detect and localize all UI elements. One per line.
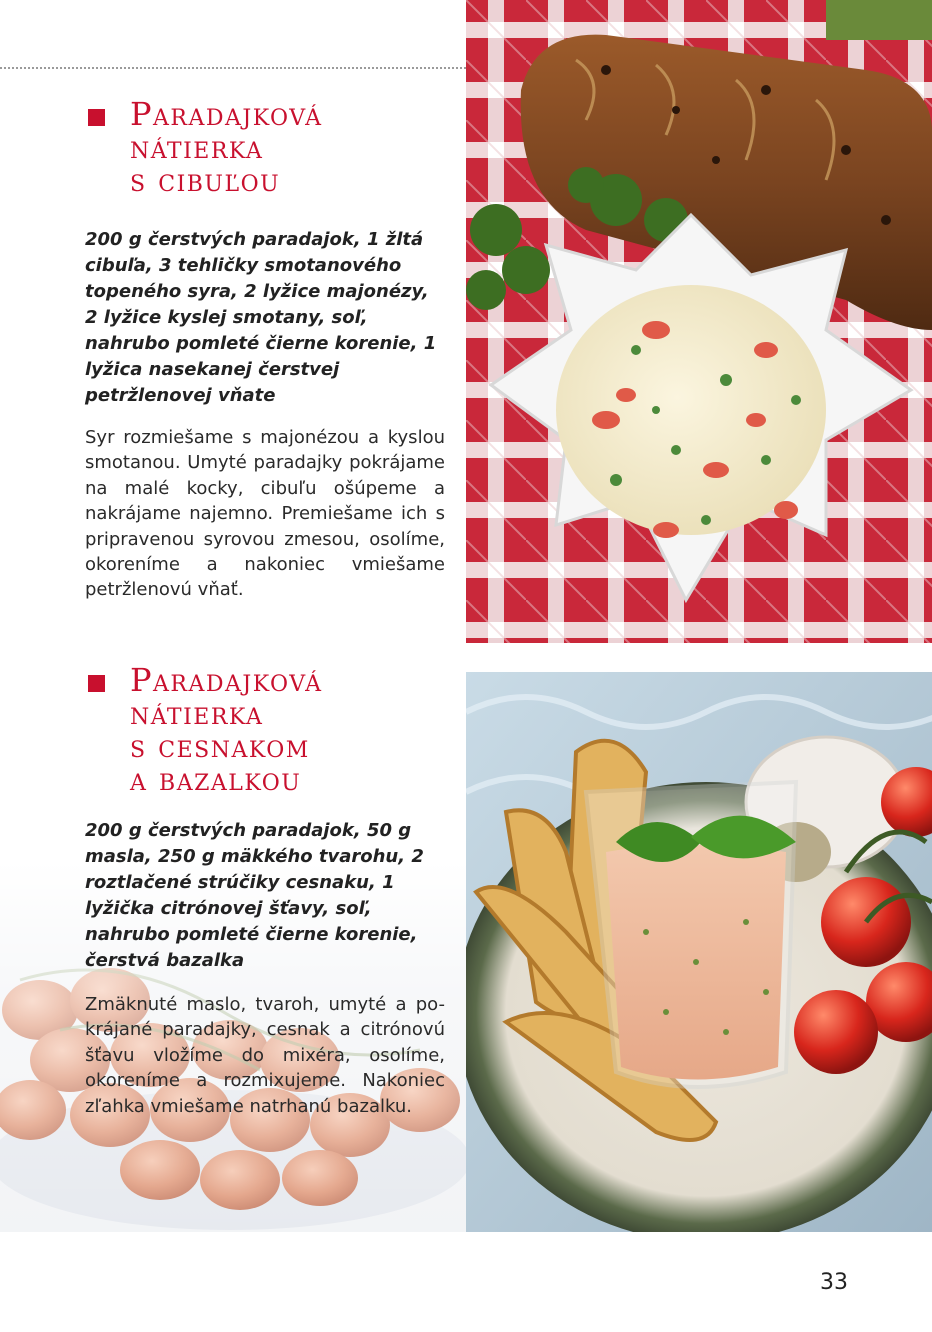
dotted-divider	[0, 67, 466, 69]
photo-garlic-basil-spread	[466, 672, 932, 1232]
title-line: Paradajková	[130, 95, 323, 133]
recipe-1-heading	[88, 95, 323, 199]
title-line: nátierka	[130, 128, 264, 166]
title-line: a bazalkou	[130, 760, 302, 798]
recipe-1-ingredients: 200 g čerstvých paradajok, 1 žltá cibuľa, 3 tehličky smotanového topeného syra, 2 lyžice majonézy, 2 lyžice kyslej smotany, soľ, nahrubo pomleté čierne korenie, 1 lyžica nasekanej čerstvej petržlenovej vňate	[85, 229, 437, 406]
page-number: 33	[820, 1270, 848, 1295]
recipe-2-method: Zmäknuté maslo, tvaroh, umyté a po-krájané paradajky, cesnak a citrónovú šťavu vložíme do mixéra, osolíme, okoreníme a rozmixujeme. Nakoniec zľahka vmiešame natrhanú bazalku.	[85, 994, 445, 1117]
title-line: s cibuľou	[130, 161, 281, 199]
photo-onion-spread	[466, 0, 932, 643]
red-square-bullet-icon	[88, 109, 105, 126]
title-line: nátierka	[130, 694, 264, 732]
red-square-bullet-icon	[88, 675, 105, 692]
title-line: s cesnakom	[130, 727, 310, 765]
title-line: Paradajková	[130, 661, 323, 699]
recipe-1-method: Syr rozmiešame s majonézou a kyslou smotanou. Umyté paradajky pokrájame na malé kocky, cibuľu ošúpeme a nakrájame najemno. Premiešame ich s pripravenou syrovou zmesou, osolíme, okoreníme a nakoniec vmiešame petržlenovú vňať.	[85, 427, 445, 601]
recipe-2-ingredients: 200 g čerstvých paradajok, 50 g masla, 250 g mäkkého tvarohu, 2 roztlačené strúčiky cesnaku, 1 lyžička citrónovej šťavy, soľ, nahrubo pomleté čierne korenie, čerstvá bazalka	[85, 820, 424, 971]
recipe-2-title	[130, 661, 323, 798]
recipe-2-heading	[88, 661, 323, 798]
recipe-1-title	[130, 95, 323, 199]
